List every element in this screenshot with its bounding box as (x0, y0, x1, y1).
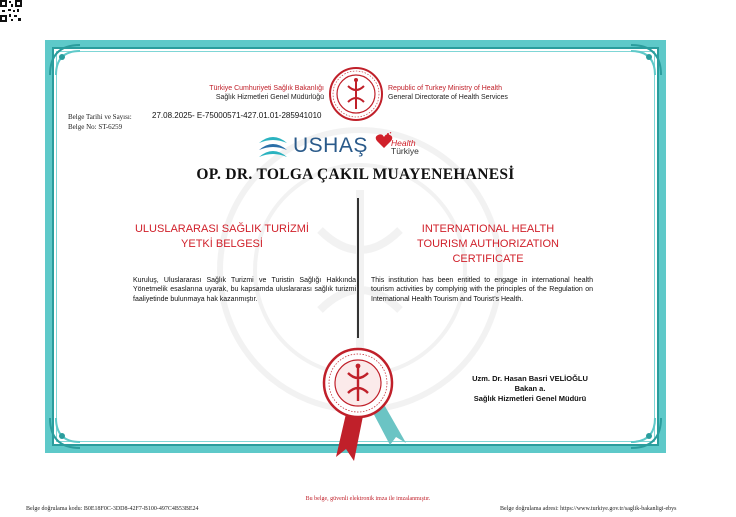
corner-ornament-icon (48, 416, 82, 450)
certificate-title-en (368, 222, 608, 267)
ministry-name-en: Republic of Turkey Ministry of Health (388, 85, 502, 92)
column-divider (357, 198, 359, 338)
certificate-title-tr-line1: ULUSLARARASI SAĞLIK TURİZMİ (134, 223, 309, 235)
certificate-title-tr-line2: YETKİ BELGESİ (181, 238, 263, 250)
qr-code-icon (0, 0, 22, 22)
certificate-holder-title: OP. DR. TOLGA ÇAKIL MUAYENEHANESİ (196, 166, 515, 183)
signatory-role2: Sağlık Hizmetleri Genel Müdürü (473, 394, 587, 403)
certificate-title-en-line2: TOURISM AUTHORIZATION (417, 238, 559, 250)
verification-code: Belge doğrulama kodu: B0E18F0C-3DD8-42F7-B100-497C4B53BE24 (26, 506, 199, 512)
health-turkiye-logo-text (391, 139, 419, 155)
directorate-name-en: General Directorate of Health Services (388, 94, 508, 101)
certificate-body-en: This institution has been entitled to engage in international health tourism activities by complying with the principles of the Regulation on International Health Tourism and Tourist’s Health. (371, 277, 593, 303)
header-ministry-tr (188, 84, 324, 102)
verification-address: Belge doğrulama adresi: https://www.turkiye.gov.tr/saglik-bakanligi-ebys (500, 506, 677, 512)
certificate-title-en-line3: CERTIFICATE (452, 253, 524, 265)
ribbon-seal-icon (318, 345, 408, 465)
certificate-title-tr (92, 222, 352, 252)
health-turkiye-line2: Türkiye (391, 146, 419, 156)
document-number: Belge No: ST-6259 (68, 123, 123, 131)
corner-ornament-icon (48, 43, 82, 77)
header-ministry-en (388, 84, 548, 102)
corner-ornament-icon (629, 43, 663, 77)
document-date-label: Belge Tarihi ve Sayısı: (68, 113, 132, 121)
signatory-block (440, 374, 620, 404)
document-meta (68, 112, 132, 132)
certificate-body-tr: Kuruluş, Uluslararası Sağlık Turizmi ve Turistin Sağlığı Hakkında Yönetmelik esaslarına uyarak, bu kapsamda uluslararası sağlık turizmi faaliyetinde bulunmaya hak kazanmıştır. (133, 277, 356, 303)
corner-ornament-icon (629, 416, 663, 450)
signatory-role1: Bakan a. (514, 384, 546, 393)
document-date-value: 27.08.2025- E-75000571-427.01.01-285941010 (152, 111, 322, 120)
directorate-name-tr: Sağlık Hizmetleri Genel Müdürlüğü (215, 94, 324, 101)
ministry-name-tr: Türkiye Cumhuriyeti Sağlık Bakanlığı (209, 85, 324, 92)
ushas-logo-text: USHAŞ (293, 134, 368, 157)
signatory-name: Uzm. Dr. Hasan Basri VELİOĞLU (472, 374, 588, 383)
ushas-logo-icon (256, 133, 290, 163)
certificate-title-en-line1: INTERNATIONAL HEALTH (421, 223, 555, 235)
ministry-seal-icon (328, 66, 384, 122)
health-turkiye-line1: Health (391, 138, 416, 148)
e-signature-note: Bu belge, güvenli elektronik imza ile imzalanmıştır. (305, 496, 431, 502)
